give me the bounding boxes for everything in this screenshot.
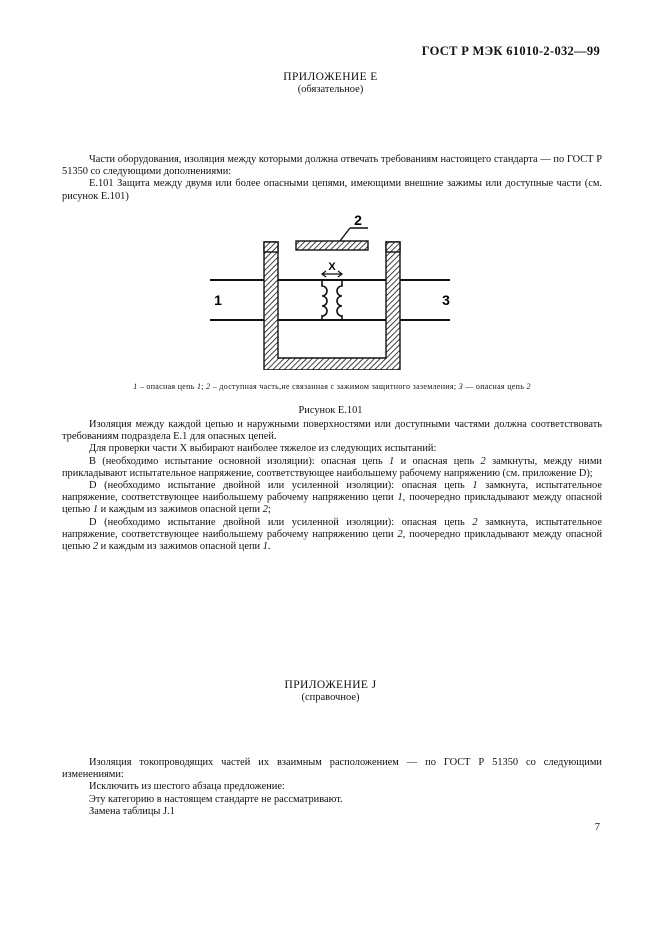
- body-p4: D (необходимо испытание двойной или усиленной изоляции): опасная цепь 1 замкнута, испытательное напряжение, соответствующее наибольшему рабочему напряжению цепи 1, поочередно прикладывают между опасной цепью 1 и каждым из зажимов опасной цепи 2;: [62, 480, 603, 516]
- annex-e-intro: Части оборудования, изоляция между которыми должна отвечать требованиям настоящего стандарта — по ГОСТ Р 51350 со следующими дополнениями:: [62, 154, 602, 178]
- accessible-part-plate: [296, 241, 368, 250]
- annex-e-clause: Е.101 Защита между двумя или более опасными цепями, имеющими внешние зажимы или доступные части (см. рисунок Е.101): [62, 178, 602, 202]
- page-number: 7: [594, 822, 600, 833]
- label-2: 2: [354, 212, 362, 228]
- annex-j-p3: Эту категорию в настоящем стандарте не рассматривают.: [89, 793, 343, 805]
- label-3: 3: [442, 292, 450, 308]
- annex-j-p1: Изоляция токопроводящих частей их взаимным расположением — по ГОСТ Р 51350 со следующими изменениями:: [62, 757, 602, 781]
- annex-j-text: [62, 757, 602, 818]
- legend-num-3: 3: [458, 382, 464, 391]
- annex-j-p2: Исключить из шестого абзаца предложение:: [89, 781, 285, 793]
- annex-j-subtitle: (справочное): [301, 692, 360, 703]
- body-p1: Изоляция между каждой цепью и наружными поверхностями или доступными частями должна соответствовать требованиям подраздела Е.1 для опасных цепей.: [62, 419, 602, 443]
- body-text: [62, 419, 602, 553]
- annex-j-title: ПРИЛОЖЕНИЕ J: [284, 679, 377, 691]
- label-x: X: [328, 261, 336, 273]
- figure-title: Рисунок Е.101: [298, 405, 363, 416]
- annex-e-subtitle: (обязательное): [297, 84, 364, 95]
- circuit-wires: [210, 280, 450, 320]
- label-1: 1: [214, 292, 222, 308]
- leader-line-2: [340, 228, 350, 241]
- document-header: ГОСТ Р МЭК 61010-2-032—99: [421, 44, 600, 58]
- annex-e-text: [62, 154, 602, 203]
- figure-legend: 1 – опасная цепь 1; 2 – доступная часть,не связанная с зажимом защитного заземления; 3 — опасная цепь 2: [133, 382, 531, 391]
- body-p5: D (необходимо испытание двойной или усиленной изоляции): опасная цепь 2 замкнута, испытательное напряжение, соответствующее наибольшему рабочему напряжению цепи 2, поочередно прикладывают между опасной цепью 2 и каждым из зажимов опасной цепи 1.: [62, 516, 603, 553]
- figure-e101: [200, 210, 460, 370]
- legend-num-2: 2: [206, 382, 211, 391]
- annex-e-title: ПРИЛОЖЕНИЕ Е: [283, 71, 378, 83]
- body-p2: Для проверки части X выбирают наиболее тяжелое из следующих испытаний:: [89, 443, 437, 455]
- transformer-coils: [322, 280, 342, 320]
- annex-j-p4: Замена таблицы J.1: [89, 805, 175, 817]
- legend-num-1: 1: [133, 382, 138, 391]
- body-p3: В (необходимо испытание основной изоляции): опасная цепь 1 и опасная цепь 2 замкнуты, между ними прикладывают испытательное напряжение, соответствующее наибольшему рабочему напряжению (см. приложение D);: [62, 455, 602, 479]
